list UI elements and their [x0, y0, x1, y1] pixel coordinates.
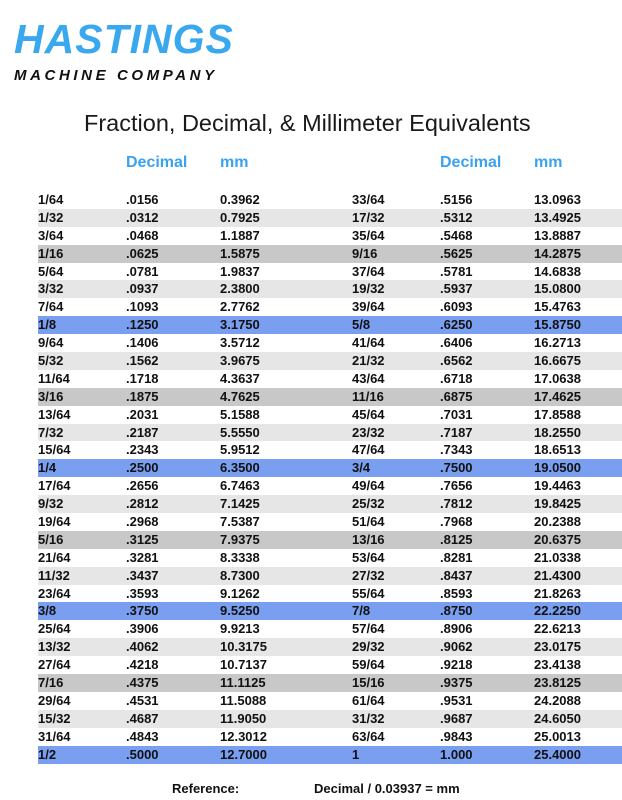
- table-cell-m1: 4.7625: [220, 388, 260, 404]
- table-row: [38, 531, 622, 549]
- table-cell-f1: 3/32: [38, 281, 64, 297]
- table-cell-d2: .8437: [440, 567, 473, 583]
- table-cell-m1: 8.3338: [220, 549, 260, 565]
- table-cell-m2: 21.0338: [534, 549, 581, 565]
- table-cell-f1: 13/64: [38, 406, 71, 422]
- table-cell-f2: 63/64: [352, 728, 385, 744]
- table-cell-d2: .9375: [440, 675, 473, 691]
- table-cell-f2: 9/16: [352, 245, 378, 261]
- table-cell-d2: .5156: [440, 192, 473, 207]
- logo-subtitle: MACHINE COMPANY: [14, 67, 218, 84]
- table-cell-f2: 57/64: [352, 621, 385, 637]
- table-cell-d2: .8906: [440, 621, 473, 637]
- table-cell-f2: 15/16: [352, 675, 385, 691]
- table-cell-f1: 1/64: [38, 192, 64, 207]
- table-cell-m1: 5.9512: [220, 442, 260, 458]
- table-cell-d2: .9218: [440, 657, 473, 673]
- table-row: [38, 316, 622, 334]
- table-cell-m2: 15.4763: [534, 299, 581, 315]
- reference-formula: Decimal / 0.03937 = mm: [314, 781, 460, 796]
- table-row: [38, 728, 622, 746]
- table-cell-d2: .5468: [440, 227, 473, 243]
- table-cell-f1: 3/16: [38, 388, 64, 404]
- table-cell-m1: 7.1425: [220, 496, 260, 512]
- table-cell-m2: 25.4000: [534, 746, 581, 762]
- table-cell-f2: 51/64: [352, 514, 385, 530]
- table-cell-d1: .4531: [126, 692, 159, 708]
- table-cell-f1: 21/64: [38, 549, 71, 565]
- table-cell-d1: .2500: [126, 460, 159, 476]
- table-cell-f2: 41/64: [352, 335, 385, 351]
- table-cell-m2: 23.4138: [534, 657, 581, 673]
- table-cell-m1: 0.3962: [220, 192, 260, 207]
- table-cell-m2: 19.0500: [534, 460, 581, 476]
- table-cell-d1: .2812: [126, 496, 159, 512]
- table-row: [38, 406, 622, 424]
- table-cell-d2: .5625: [440, 245, 473, 261]
- table-cell-m2: 19.4463: [534, 478, 581, 494]
- table-cell-d2: .5312: [440, 209, 473, 225]
- table-cell-d1: .2968: [126, 514, 159, 530]
- table-cell-m1: 9.9213: [220, 621, 260, 637]
- table-cell-m2: 21.4300: [534, 567, 581, 583]
- table-cell-d2: .6406: [440, 335, 473, 351]
- table-cell-f2: 33/64: [352, 192, 385, 207]
- table-cell-m1: 11.5088: [220, 692, 267, 708]
- table-cell-d1: .0312: [126, 209, 159, 225]
- header-mm-right: mm: [534, 154, 563, 171]
- table-cell-f2: 31/32: [352, 710, 385, 726]
- table-row: [38, 656, 622, 674]
- table-cell-m1: 1.1887: [220, 227, 260, 243]
- table-cell-d1: .3593: [126, 585, 159, 601]
- table-cell-d1: .3437: [126, 567, 159, 583]
- header-decimal-right: Decimal: [440, 154, 502, 171]
- table-cell-m1: 11.9050: [220, 710, 267, 726]
- table-cell-m1: 9.5250: [220, 603, 260, 619]
- table-cell-m2: 13.0963: [534, 192, 581, 207]
- table-row: [38, 334, 622, 352]
- table-row: [38, 441, 622, 459]
- table-row: [38, 638, 622, 656]
- table-cell-m2: 16.2713: [534, 335, 581, 351]
- table-cell-f2: 23/32: [352, 424, 385, 440]
- table-cell-d2: .7031: [440, 406, 473, 422]
- table-cell-m2: 14.2875: [534, 245, 581, 261]
- table-cell-m1: 3.1750: [220, 317, 260, 333]
- table-cell-m2: 18.6513: [534, 442, 581, 458]
- table-cell-d1: .3906: [126, 621, 159, 637]
- table-cell-f1: 3/64: [38, 227, 64, 243]
- table-cell-d2: .6093: [440, 299, 473, 315]
- table-cell-m1: 2.7762: [220, 299, 260, 315]
- table-cell-d2: .6562: [440, 353, 473, 369]
- table-cell-f2: 5/8: [352, 317, 371, 333]
- table-row: [38, 191, 622, 209]
- table-cell-m2: 23.8125: [534, 675, 581, 691]
- table-cell-m1: 1.5875: [220, 245, 260, 261]
- table-cell-d2: .8281: [440, 549, 473, 565]
- table-cell-f1: 3/8: [38, 603, 57, 619]
- table-cell-f2: 47/64: [352, 442, 385, 458]
- table-cell-f2: 27/32: [352, 567, 385, 583]
- table-cell-d1: .4218: [126, 657, 159, 673]
- table-cell-f1: 5/32: [38, 353, 64, 369]
- table-cell-f2: 1: [352, 746, 360, 762]
- table-row: [38, 585, 622, 603]
- table-cell-d2: .7656: [440, 478, 473, 494]
- table-row: [38, 692, 622, 710]
- table-cell-d1: .1093: [126, 299, 159, 315]
- table-cell-d2: .8750: [440, 603, 473, 619]
- table-cell-f1: 17/64: [38, 478, 71, 494]
- table-cell-f1: 15/32: [38, 710, 71, 726]
- table-cell-m2: 14.6838: [534, 263, 581, 279]
- table-cell-f2: 21/32: [352, 353, 385, 369]
- table-row: [38, 674, 622, 692]
- table-cell-d1: .1718: [126, 370, 159, 386]
- table-cell-d1: .0937: [126, 281, 159, 297]
- table-cell-f1: 11/64: [38, 370, 70, 386]
- table-cell-m2: 23.0175: [534, 639, 581, 655]
- table-cell-m2: 20.6375: [534, 531, 581, 547]
- table-row: [38, 477, 622, 495]
- table-cell-d2: .9843: [440, 728, 473, 744]
- table-row: [38, 280, 622, 298]
- table-cell-d2: .9687: [440, 710, 473, 726]
- table-row: [38, 263, 622, 281]
- table-cell-f1: 25/64: [38, 621, 71, 637]
- table-cell-m1: 3.9675: [220, 353, 260, 369]
- table-row: [38, 298, 622, 316]
- table-cell-d2: .9062: [440, 639, 473, 655]
- table-cell-m2: 13.8887: [534, 227, 581, 243]
- table-cell-d2: .7343: [440, 442, 473, 458]
- table-cell-f1: 15/64: [38, 442, 71, 458]
- page-title: Fraction, Decimal, & Millimeter Equivalents: [84, 110, 531, 136]
- table-cell-m1: 2.3800: [220, 281, 260, 297]
- table-cell-d2: .7812: [440, 496, 473, 512]
- table-cell-d1: .4062: [126, 639, 159, 655]
- table-cell-m1: 12.3012: [220, 728, 267, 744]
- table-cell-d1: .2031: [126, 406, 159, 422]
- table-cell-d2: .5781: [440, 263, 473, 279]
- table-cell-m1: 6.7463: [220, 478, 260, 494]
- table-row: [38, 710, 622, 728]
- table-cell-d2: .6250: [440, 317, 473, 333]
- table-row: [38, 370, 622, 388]
- table-cell-d2: .6875: [440, 388, 473, 404]
- table-cell-f1: 29/64: [38, 692, 71, 708]
- table-cell-d1: .0781: [126, 263, 159, 279]
- table-cell-f1: 1/32: [38, 209, 64, 225]
- table-cell-m2: 24.2088: [534, 692, 581, 708]
- table-cell-d1: .5000: [126, 746, 159, 762]
- table-row: [38, 209, 622, 227]
- table-cell-m1: 1.9837: [220, 263, 260, 279]
- table-cell-f2: 3/4: [352, 460, 371, 476]
- table-cell-f1: 19/64: [38, 514, 71, 530]
- table-cell-f2: 35/64: [352, 227, 385, 243]
- table-cell-d1: .0468: [126, 227, 159, 243]
- table-cell-f1: 9/32: [38, 496, 64, 512]
- table-cell-d1: .0156: [126, 192, 159, 207]
- company-logo: [14, 14, 290, 84]
- table-cell-d1: .2187: [126, 424, 159, 440]
- table-cell-f2: 39/64: [352, 299, 385, 315]
- table-row: [38, 620, 622, 638]
- table-cell-m1: 5.1588: [220, 406, 260, 422]
- table-cell-m2: 22.6213: [534, 621, 581, 637]
- table-cell-m2: 17.8588: [534, 406, 581, 422]
- table-cell-d1: .1250: [126, 317, 159, 333]
- table-cell-m1: 10.3175: [220, 639, 267, 655]
- table-cell-d1: .0625: [126, 245, 159, 261]
- table-cell-f2: 29/32: [352, 639, 385, 655]
- table-cell-m1: 11.1125: [220, 675, 266, 691]
- header-decimal-left: Decimal: [126, 154, 188, 171]
- table-row: [38, 746, 622, 764]
- table-cell-f2: 37/64: [352, 263, 385, 279]
- table-cell-m2: 20.2388: [534, 514, 581, 530]
- table-cell-f2: 53/64: [352, 549, 385, 565]
- table-cell-f2: 61/64: [352, 692, 385, 708]
- table-row: [38, 513, 622, 531]
- table-cell-d1: .1875: [126, 388, 159, 404]
- table-cell-f1: 11/32: [38, 567, 70, 583]
- table-cell-d2: .7968: [440, 514, 473, 530]
- table-cell-m1: 10.7137: [220, 657, 267, 673]
- table-cell-m1: 6.3500: [220, 460, 260, 476]
- table-cell-m2: 18.2550: [534, 424, 581, 440]
- table-cell-f1: 5/64: [38, 263, 64, 279]
- table-cell-d1: .2656: [126, 478, 159, 494]
- table-cell-m1: 12.7000: [220, 746, 267, 762]
- table-cell-f1: 1/2: [38, 746, 57, 762]
- table-cell-m1: 5.5550: [220, 424, 260, 440]
- table-cell-d2: .6718: [440, 370, 473, 386]
- table-cell-f1: 27/64: [38, 657, 71, 673]
- table-cell-d2: .7500: [440, 460, 473, 476]
- table-cell-m2: 24.6050: [534, 710, 581, 726]
- table-row: [38, 245, 622, 263]
- table-row: [38, 388, 622, 406]
- table-cell-f2: 59/64: [352, 657, 385, 673]
- table-cell-d1: .4375: [126, 675, 159, 691]
- table-cell-d1: .3125: [126, 531, 159, 547]
- table-cell-d2: .8593: [440, 585, 473, 601]
- table-cell-m2: 17.0638: [534, 370, 581, 386]
- table-cell-f2: 13/16: [352, 531, 385, 547]
- table-row: [38, 424, 622, 442]
- table-cell-f2: 19/32: [352, 281, 385, 297]
- table-cell-f1: 9/64: [38, 335, 64, 351]
- table-cell-f2: 49/64: [352, 478, 385, 494]
- table-row: [38, 495, 622, 513]
- logo-name: HASTINGS: [14, 16, 234, 62]
- table-cell-f2: 7/8: [352, 603, 371, 619]
- table-cell-f1: 5/16: [38, 531, 64, 547]
- table-cell-m2: 22.2250: [534, 603, 581, 619]
- table-cell-d1: .4687: [126, 710, 159, 726]
- table-row: [38, 567, 622, 585]
- table-cell-d1: .1562: [126, 353, 159, 369]
- table-cell-d2: .5937: [440, 281, 473, 297]
- table-cell-m1: 0.7925: [220, 209, 260, 225]
- table-cell-d1: .4843: [126, 728, 159, 744]
- table-cell-m2: 13.4925: [534, 209, 581, 225]
- table-cell-m1: 4.3637: [220, 370, 260, 386]
- table-cell-f1: 1/8: [38, 317, 57, 333]
- table-cell-f1: 1/4: [38, 460, 57, 476]
- table-cell-f1: 7/16: [38, 675, 64, 691]
- table-cell-d1: .3750: [126, 603, 159, 619]
- table-cell-m2: 21.8263: [534, 585, 581, 601]
- table-cell-f2: 55/64: [352, 585, 385, 601]
- table-cell-f1: 7/32: [38, 424, 64, 440]
- table-cell-m1: 8.7300: [220, 567, 260, 583]
- table-cell-m2: 15.0800: [534, 281, 581, 297]
- table-cell-f1: 7/64: [38, 299, 64, 315]
- table-cell-m1: 7.5387: [220, 514, 260, 530]
- table-cell-m1: 9.1262: [220, 585, 260, 601]
- table-cell-f1: 13/32: [38, 639, 71, 655]
- table-cell-f2: 25/32: [352, 496, 385, 512]
- table-cell-d1: .1406: [126, 335, 159, 351]
- table-cell-f2: 11/16: [352, 388, 384, 404]
- table-cell-f1: 1/16: [38, 245, 64, 261]
- table-row: [38, 602, 622, 620]
- table-cell-d2: .9531: [440, 692, 473, 708]
- table-cell-d2: .8125: [440, 531, 473, 547]
- table-cell-m1: 3.5712: [220, 335, 260, 351]
- equivalents-table: [38, 191, 622, 764]
- table-cell-m2: 19.8425: [534, 496, 581, 512]
- table-row: [38, 352, 622, 370]
- table-row: [38, 459, 622, 477]
- table-cell-m2: 15.8750: [534, 317, 581, 333]
- table-row: [38, 549, 622, 567]
- table-cell-m2: 16.6675: [534, 353, 581, 369]
- table-cell-f2: 45/64: [352, 406, 385, 422]
- table-cell-f2: 17/32: [352, 209, 385, 225]
- table-cell-m2: 25.0013: [534, 728, 581, 744]
- table-cell-d2: .7187: [440, 424, 473, 440]
- table-cell-m1: 7.9375: [220, 531, 260, 547]
- table-cell-f1: 31/64: [38, 728, 71, 744]
- table-row: [38, 227, 622, 245]
- reference-label: Reference:: [172, 781, 240, 796]
- table-cell-m2: 17.4625: [534, 388, 581, 404]
- table-cell-f1: 23/64: [38, 585, 71, 601]
- table-cell-d2: 1.000: [440, 746, 473, 762]
- header-mm-left: mm: [220, 154, 249, 171]
- table-cell-f2: 43/64: [352, 370, 385, 386]
- table-cell-d1: .3281: [126, 549, 159, 565]
- table-cell-d1: .2343: [126, 442, 159, 458]
